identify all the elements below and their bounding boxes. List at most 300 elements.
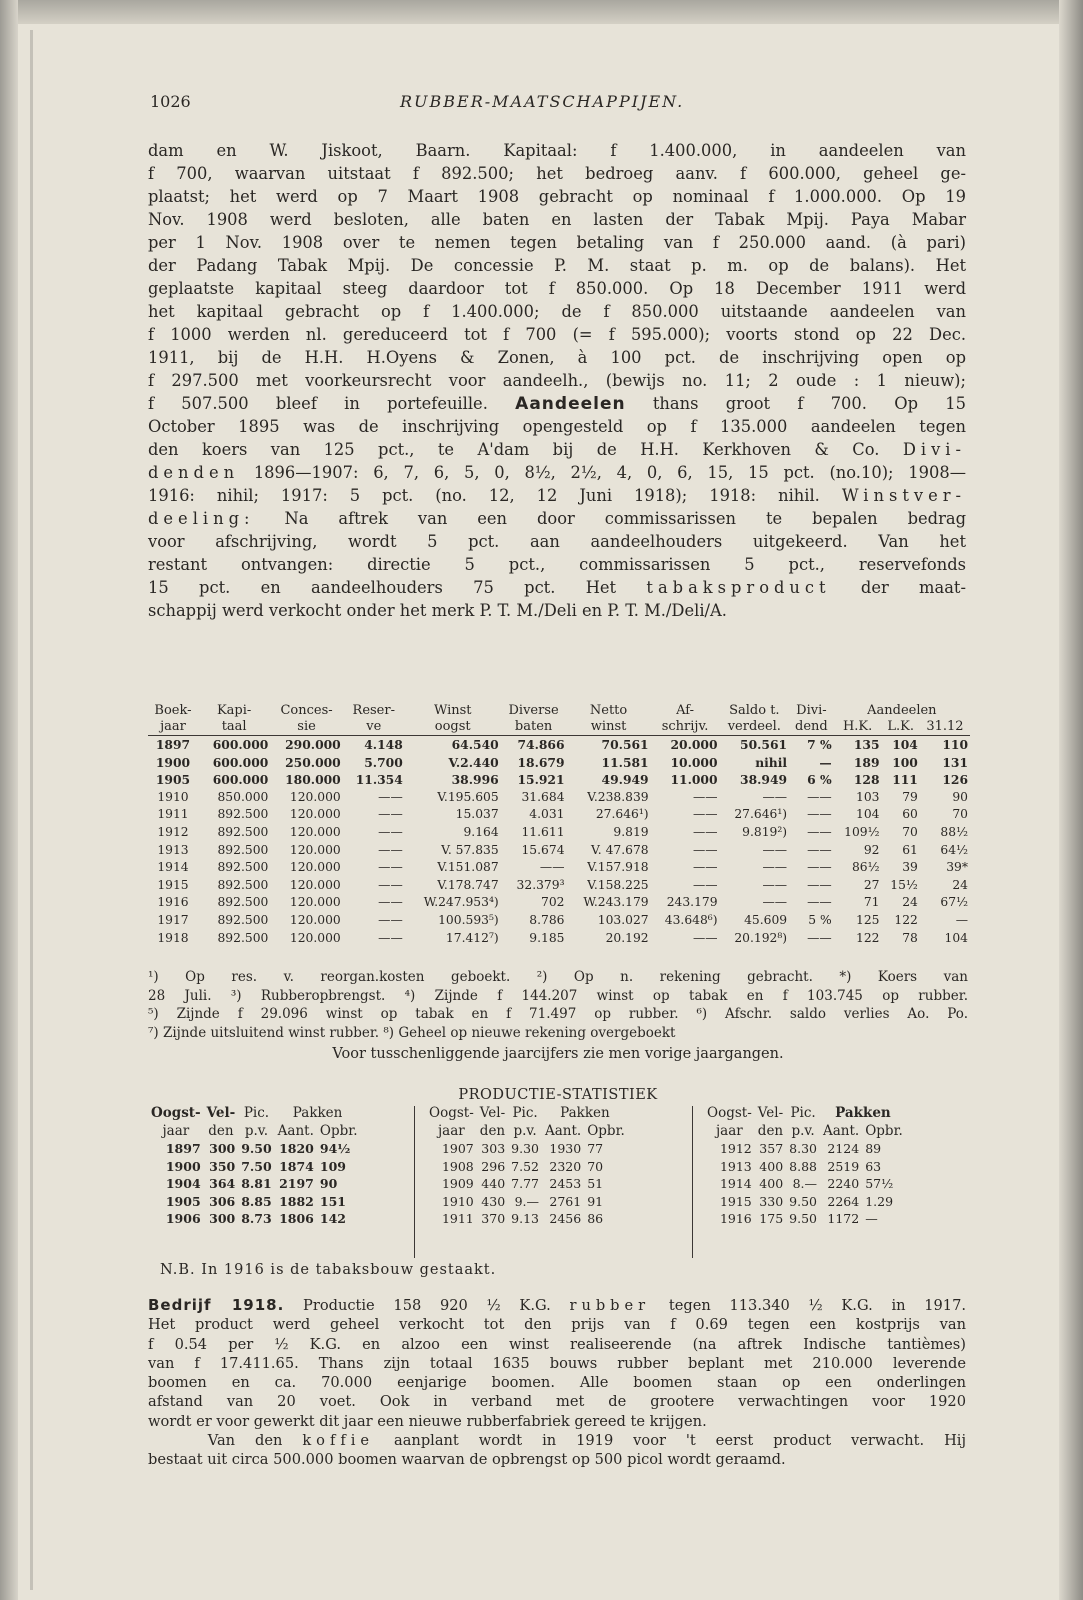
table-cell: 104	[856, 807, 880, 822]
col-header: Aant.	[823, 1122, 860, 1139]
table-cell: 600.000	[212, 754, 269, 770]
text-line	[148, 461, 966, 484]
table-cell: ——	[692, 930, 718, 945]
page-margin-line	[30, 30, 33, 1590]
table-cell: ——	[807, 860, 832, 875]
financial-table-body	[148, 736, 970, 948]
text-line: per 1 Nov. 1908 over te nemen tegen betaling van f 250.000 aand. (à pari)	[148, 233, 966, 252]
col-header: Opbr.	[865, 1122, 903, 1139]
table-cell: 2761	[549, 1193, 582, 1209]
table-cell: 350	[209, 1158, 236, 1174]
table-row	[148, 859, 970, 877]
table-cell: 15.674	[521, 842, 565, 857]
table-cell: 142	[319, 1211, 346, 1226]
table-cell: ——	[807, 895, 832, 910]
table-cell: 11.581	[601, 754, 649, 770]
col-header: verdeel.	[720, 719, 790, 736]
table-cell: 850.000	[217, 789, 269, 804]
table-cell: 63	[865, 1158, 882, 1174]
table-cell: 120.000	[289, 930, 341, 945]
table-cell: 1910	[441, 1193, 474, 1209]
production-rows	[148, 1140, 361, 1228]
table-cell: 2453	[549, 1176, 582, 1191]
table-cell: V. 47.678	[591, 842, 649, 857]
running-title: RUBBER-MAATSCHAPPIJEN.	[400, 92, 685, 111]
table-cell: 9.30	[511, 1141, 539, 1156]
col-header: p.v.	[513, 1122, 537, 1139]
table-cell: 104	[944, 930, 968, 945]
table-cell: 1905	[165, 1193, 201, 1209]
table-cell: 39*	[946, 860, 968, 875]
scan-top-edge	[0, 0, 1083, 24]
table-cell: 120.000	[289, 860, 341, 875]
table-cell: V.2.440	[448, 754, 499, 770]
table-cell: V.157.918	[587, 860, 649, 875]
table-cell: 2240	[827, 1176, 860, 1191]
table-row	[426, 1175, 628, 1193]
table-cell: ——	[692, 842, 718, 857]
table-cell: 94½	[319, 1141, 351, 1156]
table-cell: ——	[807, 807, 832, 822]
text-line: afstand van 20 voet. Ook in verband met de grootere verwachtingen voor 1920	[148, 1393, 966, 1411]
table-cell: ——	[762, 842, 788, 857]
production-table-1	[148, 1105, 361, 1228]
text-line: der Padang Tabak Mpij. De concessie P. M. staat p. m. op de balans). Het	[148, 256, 966, 275]
table-cell: 104	[892, 737, 918, 752]
book-outer-edge	[1059, 0, 1083, 1600]
col-header: schrijv.	[651, 719, 720, 736]
col-header: Boek-	[154, 703, 192, 718]
table-cell: 11.611	[521, 824, 565, 839]
table-cell: 1930	[549, 1141, 582, 1156]
production-table-3	[704, 1105, 906, 1228]
text-line: 1911, bij de H.H. H.Oyens & Zonen, à 100 pct. de inschrijving open op	[148, 348, 966, 367]
text-run: Na aftrek van een door commissarissen te bepalen bedrag	[284, 509, 966, 528]
col-header: p.v.	[791, 1122, 815, 1139]
footnote-line: 28 Juli. ³) Rubberopbrengst. ⁴) Zijnde f 144.207 winst op tabak en f 103.745 op rubber.	[148, 987, 968, 1004]
col-header: Vel-	[206, 1105, 236, 1121]
table-cell: ——	[378, 842, 403, 857]
col-header: jaar	[716, 1122, 743, 1139]
table-cell: 9.—	[514, 1193, 539, 1209]
table-cell: 892.500	[217, 860, 269, 875]
col-header: Reser-	[352, 703, 395, 718]
table-cell: 61	[902, 842, 918, 857]
table-row	[148, 824, 970, 842]
table-cell: 600.000	[212, 737, 269, 752]
table-cell: 31.684	[521, 789, 565, 804]
col-header: Opbr.	[319, 1122, 358, 1139]
table-cell: 250.000	[285, 754, 341, 770]
table-cell: 1917	[157, 912, 189, 927]
table-cell: W.247.953⁴)	[423, 895, 499, 910]
table-cell: ——	[807, 930, 832, 945]
table-cell: 88½	[940, 824, 968, 839]
table-cell: 1915	[157, 877, 189, 892]
table-cell: 892.500	[217, 930, 269, 945]
table-cell: 400	[759, 1158, 784, 1174]
table-cell: 2264	[827, 1193, 860, 1209]
table-cell: 135	[853, 737, 880, 752]
table-cell: 8.88	[789, 1158, 817, 1174]
table-cell: 125	[856, 912, 880, 927]
table-cell: 43.648⁶)	[664, 912, 718, 927]
table-cell: 100	[892, 754, 918, 770]
table-cell: 1911	[441, 1211, 474, 1226]
table-cell: 2197	[279, 1176, 314, 1191]
column-separator	[414, 1106, 415, 1258]
table-cell: ——	[378, 824, 403, 839]
text-line	[148, 1296, 966, 1315]
table-cell: 120.000	[289, 824, 341, 839]
table-cell: 1911	[157, 807, 189, 822]
table-cell: 110	[942, 737, 968, 752]
table-cell: 77	[587, 1141, 604, 1156]
text-run: f 507.500 bleef in portefeuille.	[148, 394, 488, 413]
col-header: Aandeelen	[867, 703, 937, 718]
table-cell: 1912	[719, 1141, 752, 1156]
table-cell: 8.81	[241, 1176, 272, 1191]
table-cell: 64.540	[451, 737, 499, 752]
table-cell: 189	[853, 754, 880, 770]
table-cell: ——	[378, 895, 403, 910]
table-cell: 1172	[827, 1211, 860, 1226]
table-cell: ——	[762, 860, 788, 875]
col-header: den	[208, 1122, 234, 1139]
spaced-term-dividenden-cont: denden	[148, 463, 240, 482]
table-cell: 7.50	[241, 1158, 272, 1174]
text-run: aanplant wordt in 1919 voor 't eerst product verwacht. Hij	[394, 1432, 966, 1450]
table-cell: V.195.605	[437, 789, 499, 804]
table-cell: 296	[481, 1158, 506, 1174]
table-cell: 9.50	[241, 1141, 272, 1156]
table-cell: 91	[587, 1193, 604, 1209]
production-table-2	[426, 1105, 628, 1228]
table-cell: 440	[481, 1176, 506, 1191]
table-cell: 2320	[549, 1158, 582, 1174]
table-cell: ——	[692, 877, 718, 892]
table-cell: 128	[853, 772, 880, 788]
table-cell: 11.354	[355, 772, 403, 788]
table-cell: 290.000	[285, 737, 341, 752]
table-cell: 300	[209, 1141, 236, 1156]
table-cell: V.151.087	[437, 860, 499, 875]
table-cell: 1908	[441, 1158, 474, 1174]
table-cell: 90	[319, 1176, 338, 1191]
table-cell: 60	[902, 807, 918, 822]
page-header	[150, 92, 962, 116]
table-cell: 126	[942, 772, 968, 788]
table-cell: 15.921	[517, 772, 565, 788]
table-cell: 24	[902, 895, 918, 910]
footnotes	[148, 968, 968, 1042]
table-cell: 600.000	[212, 772, 269, 788]
table-cell: 1900	[165, 1158, 201, 1174]
col-header: jaar	[148, 719, 198, 736]
spaced-term-dividenden: Divi-	[902, 440, 966, 459]
col-header: den	[479, 1122, 506, 1139]
table-cell: 180.000	[285, 772, 341, 788]
table-cell: 1913	[157, 842, 189, 857]
text-line: Het product werd geheel verkocht tot den prijs van f 0.69 tegen een kostprijs van	[148, 1316, 966, 1334]
text-line: geplaatste kapitaal steeg daardoor tot f 850.000. Op 18 December 1911 werd	[148, 279, 966, 298]
table-cell: ——	[378, 877, 403, 892]
table-row	[148, 1158, 361, 1176]
table-cell: 50.561	[740, 737, 788, 752]
col-header: Pic.	[512, 1105, 538, 1121]
table-header-row	[148, 719, 970, 736]
table-row	[704, 1210, 906, 1228]
table-cell: 120.000	[289, 877, 341, 892]
text-line: plaatst; het werd op 7 Maart 1908 gebracht op nominaal f 1.000.000. Op 19	[148, 187, 966, 206]
production-rows	[704, 1140, 906, 1228]
table-cell: 20.000	[670, 737, 718, 752]
table-cell: ——	[692, 807, 718, 822]
table-cell: 892.500	[217, 912, 269, 927]
table-cell: 1916	[719, 1211, 752, 1226]
table-cell: 1906	[165, 1211, 201, 1226]
col-header: Vel-	[757, 1105, 784, 1121]
table-row	[148, 789, 970, 807]
table-cell: ——	[807, 789, 832, 804]
table-cell: —	[955, 912, 968, 927]
production-rows	[426, 1140, 628, 1228]
table-cell: 70	[952, 807, 968, 822]
table-cell: 4.148	[364, 737, 403, 752]
table-cell: 1806	[279, 1211, 314, 1226]
text-line: f 0.54 per ½ K.G. en alzoo een winst realiseerende (na aftrek Indische tantièmes)	[148, 1335, 966, 1353]
table-cell: 17.412⁷)	[445, 930, 499, 945]
table-cell: ——	[807, 842, 832, 857]
table-cell: 109½	[844, 824, 880, 839]
table-header-row	[148, 703, 970, 719]
table-cell: 86½	[851, 860, 880, 875]
table-cell: ——	[762, 877, 788, 892]
table-cell: 2456	[549, 1211, 582, 1226]
section-heading-aandeelen: Aandeelen	[515, 394, 626, 414]
table-cell: 303	[481, 1141, 506, 1156]
col-header: L.K.	[882, 719, 920, 736]
spaced-term-koffie: koffie	[302, 1432, 375, 1450]
table-cell: ——	[692, 824, 718, 839]
table-cell: ——	[762, 789, 788, 804]
table-cell: 10.000	[670, 754, 718, 770]
text-line: dam en W. Jiskoot, Baarn. Kapitaal: f 1.400.000, in aandeelen van	[148, 141, 966, 160]
table-cell: 11.000	[670, 772, 718, 788]
table-row	[148, 1175, 361, 1193]
table-cell: 7 %	[807, 737, 832, 752]
table-row	[148, 736, 970, 754]
col-header: jaar	[162, 1122, 190, 1139]
table-cell: ——	[807, 877, 832, 892]
table-row	[704, 1193, 906, 1211]
table-row	[704, 1158, 906, 1176]
text-run: 1896—1907: 6, 7, 6, 5, 0, 8½, 2½, 4, 0, 6, 15, 15 pct. (no.10); 1908—	[253, 463, 966, 482]
table-cell: 15½	[890, 877, 918, 892]
col-header: Pic.	[243, 1105, 270, 1121]
table-cell: 1874	[279, 1158, 314, 1174]
table-cell: V.238.839	[587, 789, 649, 804]
table-cell: 74.866	[517, 737, 565, 752]
table-cell: 89	[865, 1141, 882, 1156]
table-cell: 120.000	[289, 895, 341, 910]
table-cell: 1915	[719, 1193, 752, 1209]
table-cell: ——	[378, 789, 403, 804]
table-cell: 1913	[719, 1158, 752, 1174]
text-run: Productie 158 920 ½ K.G.	[303, 1297, 551, 1314]
production-note: N.B. In 1916 is de tabaksbouw gestaakt.	[160, 1262, 497, 1278]
table-cell: 9.185	[529, 930, 565, 945]
table-cell: 1905	[155, 772, 191, 788]
table-cell: ——	[539, 860, 565, 875]
table-row	[704, 1140, 906, 1158]
table-row	[148, 912, 970, 930]
table-cell: 49.949	[601, 772, 649, 788]
table-cell: V.158.225	[587, 877, 649, 892]
table-cell: 430	[481, 1193, 506, 1209]
table-cell: 5.700	[364, 754, 403, 770]
text-line: voor afschrijving, wordt 5 pct. aan aandeelhouders uitgekeerd. Van het	[148, 532, 966, 551]
table-cell: 15.037	[455, 807, 499, 822]
col-header: Oogst-	[707, 1105, 752, 1121]
table-cell: 38.996	[451, 772, 499, 788]
table-cell: 400	[759, 1176, 784, 1191]
col-header: Aant.	[277, 1122, 314, 1139]
table-cell: 20.192	[605, 930, 649, 945]
table-cell: 111	[892, 772, 918, 788]
text-line: f 700, waarvan uitstaat f 892.500; het bedroeg aanv. f 600.000, geheel ge-	[148, 164, 966, 183]
table-cell: 45.609	[744, 912, 788, 927]
table-cell: 18.679	[517, 754, 565, 770]
col-header: den	[757, 1122, 784, 1139]
table-cell: 5 %	[808, 912, 832, 927]
spaced-term-winstverdeeling: Winstver-	[841, 486, 966, 505]
text-line	[148, 438, 966, 461]
table-cell: 2124	[827, 1141, 860, 1156]
table-cell: 1912	[157, 824, 189, 839]
table-row	[704, 1175, 906, 1193]
table-cell: 1907	[441, 1141, 474, 1156]
col-header: H.K.	[834, 719, 882, 736]
text-line: Nov. 1908 werd besloten, alle baten en lasten der Tabak Mpij. Paya Mabar	[148, 210, 966, 229]
table-cell: 70.561	[601, 737, 649, 752]
col-header: dend	[789, 719, 834, 736]
col-header: Opbr.	[587, 1122, 625, 1139]
table-row	[148, 1193, 361, 1211]
table-cell: 1916	[157, 895, 189, 910]
table-cell: 103.027	[597, 912, 649, 927]
text-line: wordt er voor gewerkt dit jaar een nieuwe rubberfabriek gereed te krijgen.	[148, 1412, 707, 1430]
page-number: 1026	[150, 92, 191, 111]
table-cell: 7.77	[511, 1176, 539, 1191]
col-header: jaar	[438, 1122, 465, 1139]
table-cell: 100.593⁵)	[438, 912, 499, 927]
table-cell: 27	[863, 877, 880, 892]
col-header: Conces-	[280, 703, 333, 718]
table-cell: 892.500	[217, 842, 269, 857]
table-cell: 8.30	[789, 1141, 817, 1156]
book-spine-edge	[0, 0, 18, 1600]
text-line: October 1895 was de inschrijving opengesteld op f 135.000 aandeelen tegen	[148, 417, 966, 436]
col-header: Diverse	[508, 703, 559, 718]
table-row	[148, 877, 970, 895]
table-cell: —	[865, 1211, 878, 1226]
spaced-term-winstverdeeling-cont: deeling:	[148, 509, 255, 528]
col-header: Af-	[676, 703, 695, 718]
table-cell: V. 57.835	[441, 842, 499, 857]
table-cell: —	[819, 754, 832, 770]
table-cell: 9.164	[463, 824, 499, 839]
table-cell: ——	[762, 895, 788, 910]
col-header: Pic.	[790, 1105, 816, 1121]
table-cell: 70	[587, 1158, 604, 1174]
company-description-paragraph	[148, 139, 966, 622]
table-cell: 8.85	[241, 1193, 272, 1209]
table-cell: 892.500	[217, 895, 269, 910]
table-cell: 702	[541, 895, 565, 910]
col-header: Pakken	[292, 1105, 343, 1121]
table-cell: 1918	[157, 930, 189, 945]
table-cell: 306	[209, 1193, 236, 1209]
text-line	[148, 484, 966, 507]
spaced-term-tabaksproduct: tabaksproduct	[646, 578, 831, 597]
table-cell: 1909	[441, 1176, 474, 1191]
production-title: PRODUCTIE-STATISTIEK	[458, 1087, 658, 1103]
table-row	[148, 806, 970, 824]
text-run: 1916: nihil; 1917: 5 pct. (no. 12, 12 Juni 1918); 1918: nihil.	[148, 486, 820, 505]
table-cell: nihil	[755, 754, 788, 770]
col-header: winst	[567, 719, 651, 736]
table-cell: 243.179	[666, 895, 718, 910]
text-line: f 297.500 met voorkeursrecht voor aandeelh., (bewijs no. 11; 2 oude : 1 nieuw);	[148, 371, 966, 390]
table-cell: 8.—	[792, 1176, 817, 1191]
bedrijf-1918-paragraph	[148, 1296, 966, 1470]
table-cell: 120.000	[289, 842, 341, 857]
table-cell: 90	[952, 789, 968, 804]
table-cell: 79	[902, 789, 918, 804]
table-cell: 1914	[719, 1176, 752, 1191]
text-run: tegen 113.340 ½ K.G. in 1917.	[668, 1297, 967, 1314]
col-header: sie	[270, 719, 342, 736]
table-cell: 357	[759, 1141, 784, 1156]
table-cell: ——	[378, 930, 403, 945]
text-line	[148, 392, 966, 415]
table-row	[148, 842, 970, 860]
table-cell: 103	[856, 789, 880, 804]
table-cell: 24	[952, 877, 968, 892]
table-cell: 300	[209, 1211, 236, 1226]
table-row	[426, 1210, 628, 1228]
col-header: 31.12	[920, 719, 970, 736]
table-cell: 27.646¹)	[734, 807, 788, 822]
table-cell: 1914	[157, 860, 189, 875]
table-cell: 71	[863, 895, 880, 910]
col-header: Pakken	[835, 1105, 891, 1121]
table-cell: 120.000	[289, 807, 341, 822]
table-cell: V.178.747	[437, 877, 499, 892]
col-header: Oogst-	[429, 1105, 474, 1121]
section-heading-bedrijf: Bedrijf 1918.	[148, 1296, 285, 1314]
table-cell: 92	[863, 842, 880, 857]
financial-table	[148, 703, 970, 947]
table-row	[426, 1140, 628, 1158]
previous-years-note: Voor tusschenliggende jaarcijfers zie men vorige jaargangen.	[332, 1046, 784, 1062]
footnote-line: ¹) Op res. v. reorgan.kosten geboekt. ²) Op n. rekening gebracht. *) Koers van	[148, 969, 968, 985]
table-cell: 122	[856, 930, 880, 945]
col-header: baten	[501, 719, 567, 736]
table-row	[426, 1193, 628, 1211]
table-cell: 9.13	[511, 1211, 539, 1226]
